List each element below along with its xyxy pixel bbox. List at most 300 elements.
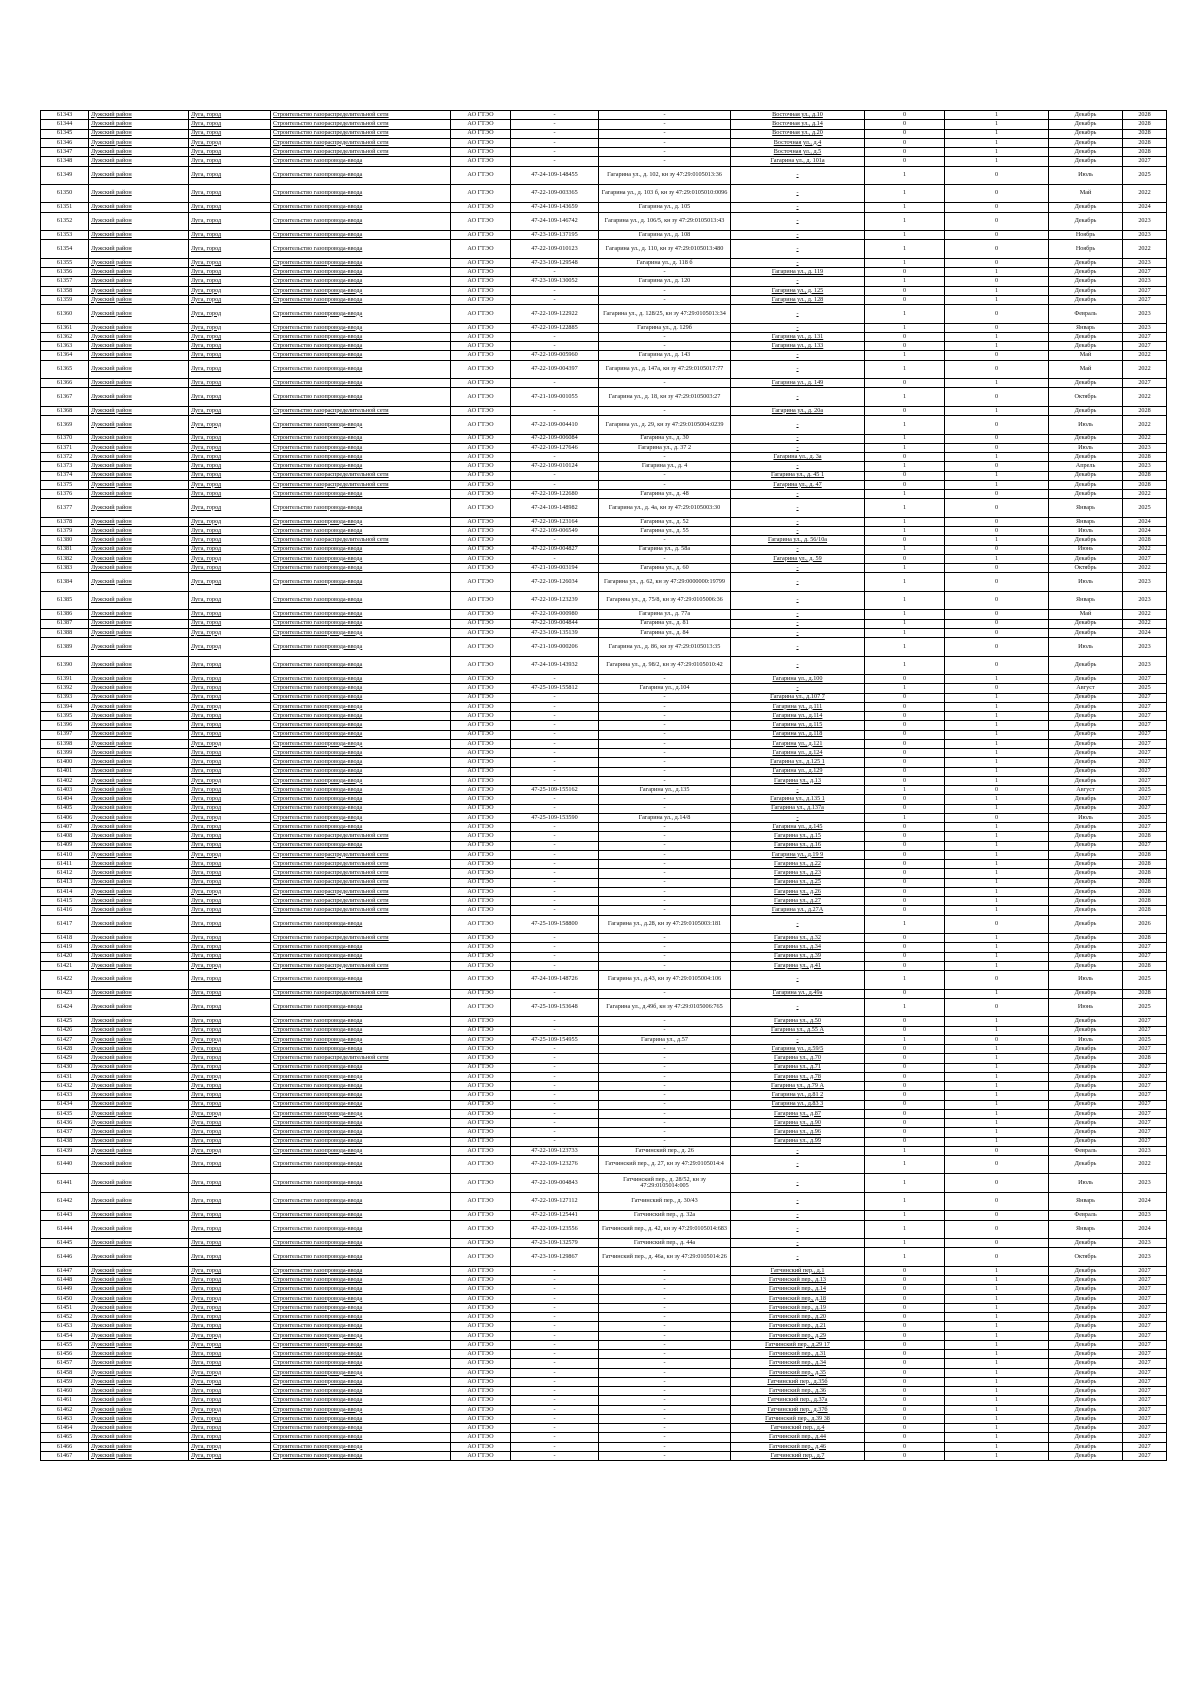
cell-month: Июль	[1049, 1174, 1123, 1192]
cell-address: Гагарина ул., д.34	[731, 943, 865, 952]
cell-address: Гагарина ул., д. 119	[731, 268, 865, 277]
cell-organization: АО ГТЭО	[451, 869, 511, 878]
table-row	[41, 443, 1167, 452]
cell-locality: Луга, город	[189, 804, 271, 813]
cell-district: Лужский район	[89, 795, 189, 804]
cell-address: -	[731, 1174, 865, 1192]
cell-organization: АО ГТЭО	[451, 388, 511, 406]
cell-month: Декабрь	[1049, 832, 1123, 841]
cell-district: Лужский район	[89, 277, 189, 286]
cell-year: 2027	[1123, 675, 1167, 684]
cell-locality: Луга, город	[189, 1072, 271, 1081]
cell-row-number: 61402	[41, 776, 89, 785]
cell-month: Июль	[1049, 416, 1123, 434]
cell-count-b: 1	[945, 554, 1049, 563]
cell-organization: АО ГТЭО	[451, 1156, 511, 1174]
cell-work-type: Строительство газопровода-ввода	[271, 998, 451, 1016]
cell-row-number: 61460	[41, 1387, 89, 1396]
cell-count-a: 0	[865, 1377, 945, 1386]
cell-count-b: 1	[945, 869, 1049, 878]
cell-count-b: 1	[945, 887, 1049, 896]
cell-row-number: 61463	[41, 1414, 89, 1423]
cell-month: Декабрь	[1049, 721, 1123, 730]
cell-work-type: Строительство газопровода-ввода	[271, 231, 451, 240]
table-row	[41, 1405, 1167, 1414]
cell-organization: АО ГТЭО	[451, 1082, 511, 1091]
cell-month: Декабрь	[1049, 148, 1123, 157]
cell-organization: АО ГТЭО	[451, 1285, 511, 1294]
table-row	[41, 1045, 1167, 1054]
cell-count-a: 0	[865, 897, 945, 906]
cell-month: Декабрь	[1049, 1396, 1123, 1405]
cell-work-type: Строительство газопровода-ввода	[271, 323, 451, 332]
cell-row-number: 61358	[41, 286, 89, 295]
cell-application-number: -	[511, 1128, 599, 1137]
cell-district: Лужский район	[89, 906, 189, 915]
cell-application-number: -	[511, 693, 599, 702]
cell-district: Лужский район	[89, 1220, 189, 1238]
cell-row-number: 61367	[41, 388, 89, 406]
cell-year: 2028	[1123, 1054, 1167, 1063]
cell-row-number: 61399	[41, 749, 89, 758]
table-row	[41, 795, 1167, 804]
cell-locality: Луга, город	[189, 1220, 271, 1238]
cell-row-number: 61455	[41, 1340, 89, 1349]
cell-address: -	[731, 360, 865, 378]
cell-district: Лужский район	[89, 527, 189, 536]
cell-locality: Луга, город	[189, 1211, 271, 1220]
cell-address: Гагарина ул., д.83 3	[731, 1100, 865, 1109]
cell-row-number: 61434	[41, 1100, 89, 1109]
cell-count-a: 1	[865, 462, 945, 471]
cell-district: Лужский район	[89, 462, 189, 471]
cell-application-number: 47-23-109-132579	[511, 1239, 599, 1248]
cell-address: -	[731, 416, 865, 434]
cell-district: Лужский район	[89, 1192, 189, 1210]
cell-address: Гагарина ул., д. 47	[731, 480, 865, 489]
cell-month: Декабрь	[1049, 628, 1123, 637]
cell-year: 2023	[1123, 1239, 1167, 1248]
cell-locality: Луга, город	[189, 305, 271, 323]
table-row	[41, 749, 1167, 758]
cell-count-a: 0	[865, 952, 945, 961]
cell-row-number: 61430	[41, 1063, 89, 1072]
cell-year: 2027	[1123, 1100, 1167, 1109]
cell-district: Лужский район	[89, 739, 189, 748]
cell-organization: АО ГТЭО	[451, 767, 511, 776]
cell-row-number: 61424	[41, 998, 89, 1016]
cell-address: -	[731, 166, 865, 184]
cell-count-a: 0	[865, 1451, 945, 1460]
cell-address-with-cadastre: Гатчинский пер., д. 42, кн зу 47:29:0105014:683	[599, 1220, 731, 1238]
cell-month: Октябрь	[1049, 564, 1123, 573]
cell-work-type: Строительство газопровода-ввода	[271, 915, 451, 933]
cell-work-type: Строительство газопровода-ввода	[271, 813, 451, 822]
cell-organization: АО ГТЭО	[451, 1211, 511, 1220]
cell-address: -	[731, 971, 865, 989]
cell-work-type: Строительство газораспределительной сети	[271, 832, 451, 841]
cell-address-with-cadastre: Гагарина ул., д.14/8	[599, 813, 731, 822]
cell-organization: АО ГТЭО	[451, 120, 511, 129]
table-row	[41, 1331, 1167, 1340]
cell-address: Гатчинский пер., д.37б	[731, 1405, 865, 1414]
cell-count-b: 1	[945, 1082, 1049, 1091]
cell-organization: АО ГТЭО	[451, 776, 511, 785]
cell-address: Гатчинский пер., д.35	[731, 1368, 865, 1377]
cell-address-with-cadastre: -	[599, 1405, 731, 1414]
cell-year: 2025	[1123, 684, 1167, 693]
cell-district: Лужский район	[89, 286, 189, 295]
cell-row-number: 61415	[41, 897, 89, 906]
cell-address: Гатчинский пер., д.18	[731, 1294, 865, 1303]
cell-row-number: 61350	[41, 184, 89, 202]
cell-row-number: 61454	[41, 1331, 89, 1340]
cell-address-with-cadastre: -	[599, 730, 731, 739]
table-row	[41, 148, 1167, 157]
cell-application-number: -	[511, 1109, 599, 1118]
cell-work-type: Строительство газопровода-ввода	[271, 1368, 451, 1377]
cell-count-a: 0	[865, 480, 945, 489]
cell-address-with-cadastre: Гагарина ул., д.135	[599, 786, 731, 795]
cell-count-b: 1	[945, 1026, 1049, 1035]
cell-year: 2023	[1123, 258, 1167, 267]
cell-count-b: 1	[945, 332, 1049, 341]
cell-address: Гагарина ул., д.78	[731, 1072, 865, 1081]
cell-address-with-cadastre: -	[599, 129, 731, 138]
cell-month: Декабрь	[1049, 767, 1123, 776]
cell-organization: АО ГТЭО	[451, 351, 511, 360]
cell-address: Гатчинский пер., д.19	[731, 1303, 865, 1312]
cell-count-b: 0	[945, 323, 1049, 332]
cell-application-number: 47-24-109-146742	[511, 212, 599, 230]
cell-application-number: -	[511, 841, 599, 850]
table-row	[41, 1100, 1167, 1109]
cell-row-number: 61385	[41, 591, 89, 609]
cell-address-with-cadastre: Гагарина ул., д. 84	[599, 628, 731, 637]
cell-row-number: 61380	[41, 536, 89, 545]
cell-address-with-cadastre: -	[599, 1091, 731, 1100]
cell-month: Декабрь	[1049, 1045, 1123, 1054]
table-row	[41, 915, 1167, 933]
cell-row-number: 61347	[41, 148, 89, 157]
cell-count-b: 1	[945, 952, 1049, 961]
cell-work-type: Строительство газораспределительной сети	[271, 934, 451, 943]
cell-district: Лужский район	[89, 1174, 189, 1192]
table-row	[41, 702, 1167, 711]
cell-address: Гагарина ул., д.50	[731, 1017, 865, 1026]
cell-organization: АО ГТЭО	[451, 850, 511, 859]
cell-district: Лужский район	[89, 342, 189, 351]
cell-address: Гагарина ул., д.135 1	[731, 795, 865, 804]
table-row	[41, 693, 1167, 702]
cell-work-type: Строительство газопровода-ввода	[271, 1174, 451, 1192]
cell-district: Лужский район	[89, 1137, 189, 1146]
cell-work-type: Строительство газопровода-ввода	[271, 721, 451, 730]
cell-district: Лужский район	[89, 138, 189, 147]
cell-address-with-cadastre: -	[599, 1433, 731, 1442]
cell-organization: АО ГТЭО	[451, 739, 511, 748]
cell-year: 2027	[1123, 1442, 1167, 1451]
cell-district: Лужский район	[89, 166, 189, 184]
cell-application-number: -	[511, 1017, 599, 1026]
cell-locality: Луга, город	[189, 1248, 271, 1266]
cell-address: -	[731, 517, 865, 526]
cell-locality: Луга, город	[189, 1424, 271, 1433]
cell-year: 2022	[1123, 434, 1167, 443]
cell-district: Лужский район	[89, 490, 189, 499]
cell-address-with-cadastre: -	[599, 1128, 731, 1137]
cell-address-with-cadastre: -	[599, 379, 731, 388]
cell-month: Декабрь	[1049, 887, 1123, 896]
cell-month: Декабрь	[1049, 739, 1123, 748]
cell-year: 2028	[1123, 832, 1167, 841]
cell-year: 2023	[1123, 443, 1167, 452]
cell-count-a: 1	[865, 1192, 945, 1210]
table-row	[41, 1109, 1167, 1118]
cell-month: Декабрь	[1049, 1359, 1123, 1368]
cell-month: Май	[1049, 184, 1123, 202]
table-row	[41, 712, 1167, 721]
cell-district: Лужский район	[89, 129, 189, 138]
cell-row-number: 61413	[41, 878, 89, 887]
cell-count-a: 0	[865, 1137, 945, 1146]
table-row	[41, 1220, 1167, 1238]
cell-year: 2023	[1123, 591, 1167, 609]
cell-application-number: -	[511, 1063, 599, 1072]
cell-organization: АО ГТЭО	[451, 693, 511, 702]
data-table	[40, 110, 1167, 1461]
cell-organization: АО ГТЭО	[451, 998, 511, 1016]
cell-work-type: Строительство газопровода-ввода	[271, 1248, 451, 1266]
table-row	[41, 416, 1167, 434]
cell-count-b: 1	[945, 1100, 1049, 1109]
cell-row-number: 61360	[41, 305, 89, 323]
cell-month: Январь	[1049, 1220, 1123, 1238]
cell-work-type: Строительство газопровода-ввода	[271, 1035, 451, 1044]
cell-organization: АО ГТЭО	[451, 258, 511, 267]
cell-month: Декабрь	[1049, 675, 1123, 684]
cell-locality: Луга, город	[189, 1285, 271, 1294]
cell-count-a: 0	[865, 961, 945, 970]
cell-year: 2028	[1123, 129, 1167, 138]
cell-work-type: Строительство газопровода-ввода	[271, 258, 451, 267]
cell-year: 2028	[1123, 120, 1167, 129]
cell-district: Лужский район	[89, 1156, 189, 1174]
cell-organization: АО ГТЭО	[451, 277, 511, 286]
cell-locality: Луга, город	[189, 490, 271, 499]
cell-count-a: 0	[865, 120, 945, 129]
cell-year: 2027	[1123, 1451, 1167, 1460]
cell-organization: АО ГТЭО	[451, 1266, 511, 1275]
cell-work-type: Строительство газораспределительной сети	[271, 887, 451, 896]
cell-district: Лужский район	[89, 915, 189, 933]
cell-count-b: 0	[945, 656, 1049, 674]
cell-year: 2027	[1123, 1350, 1167, 1359]
cell-count-a: 0	[865, 1303, 945, 1312]
cell-locality: Луга, город	[189, 887, 271, 896]
cell-count-b: 1	[945, 1433, 1049, 1442]
cell-month: Декабрь	[1049, 490, 1123, 499]
table-row	[41, 157, 1167, 166]
cell-count-b: 0	[945, 915, 1049, 933]
cell-application-number: -	[511, 1303, 599, 1312]
cell-application-number: -	[511, 1414, 599, 1423]
cell-district: Лужский район	[89, 823, 189, 832]
cell-organization: АО ГТЭО	[451, 499, 511, 517]
table-row	[41, 1146, 1167, 1155]
cell-address: -	[731, 351, 865, 360]
cell-address: -	[731, 1239, 865, 1248]
cell-month: Декабрь	[1049, 480, 1123, 489]
cell-year: 2027	[1123, 379, 1167, 388]
cell-organization: АО ГТЭО	[451, 360, 511, 378]
table-row	[41, 1433, 1167, 1442]
cell-address-with-cadastre: -	[599, 332, 731, 341]
cell-count-b: 1	[945, 1442, 1049, 1451]
cell-count-b: 1	[945, 453, 1049, 462]
cell-year: 2027	[1123, 1433, 1167, 1442]
cell-row-number: 61361	[41, 323, 89, 332]
cell-address-with-cadastre: -	[599, 286, 731, 295]
cell-count-a: 0	[865, 1100, 945, 1109]
cell-count-b: 0	[945, 443, 1049, 452]
cell-count-a: 0	[865, 1109, 945, 1118]
table-row	[41, 536, 1167, 545]
cell-month: Февраль	[1049, 305, 1123, 323]
cell-month: Декабрь	[1049, 897, 1123, 906]
cell-organization: АО ГТЭО	[451, 758, 511, 767]
table-row	[41, 545, 1167, 554]
cell-organization: АО ГТЭО	[451, 1322, 511, 1331]
cell-count-a: 1	[865, 203, 945, 212]
table-row	[41, 286, 1167, 295]
table-row	[41, 897, 1167, 906]
cell-application-number: -	[511, 1442, 599, 1451]
cell-organization: АО ГТЭО	[451, 943, 511, 952]
cell-year: 2028	[1123, 406, 1167, 415]
cell-application-number: 47-24-109-143659	[511, 203, 599, 212]
cell-district: Лужский район	[89, 934, 189, 943]
cell-year: 2028	[1123, 989, 1167, 998]
cell-row-number: 61437	[41, 1128, 89, 1137]
table-row	[41, 786, 1167, 795]
cell-count-a: 0	[865, 286, 945, 295]
cell-year: 2027	[1123, 795, 1167, 804]
cell-row-number: 61426	[41, 1026, 89, 1035]
cell-year: 2024	[1123, 1192, 1167, 1210]
cell-month: Декабрь	[1049, 1239, 1123, 1248]
cell-application-number: 47-22-109-004843	[511, 1174, 599, 1192]
cell-row-number: 61382	[41, 554, 89, 563]
cell-organization: АО ГТЭО	[451, 897, 511, 906]
cell-locality: Луга, город	[189, 1405, 271, 1414]
cell-row-number: 61355	[41, 258, 89, 267]
cell-organization: АО ГТЭО	[451, 1072, 511, 1081]
cell-application-number: -	[511, 1119, 599, 1128]
cell-count-b: 0	[945, 610, 1049, 619]
cell-application-number: 47-25-109-153590	[511, 813, 599, 822]
cell-application-number: -	[511, 1072, 599, 1081]
cell-year: 2027	[1123, 943, 1167, 952]
cell-count-a: 1	[865, 564, 945, 573]
cell-row-number: 61440	[41, 1156, 89, 1174]
cell-locality: Луга, город	[189, 739, 271, 748]
cell-count-b: 0	[945, 277, 1049, 286]
cell-count-a: 1	[865, 813, 945, 822]
cell-district: Лужский район	[89, 841, 189, 850]
cell-address-with-cadastre: Гагарина ул., д. 118 б	[599, 258, 731, 267]
cell-locality: Луга, город	[189, 1128, 271, 1137]
cell-district: Лужский район	[89, 148, 189, 157]
cell-count-a: 0	[865, 1072, 945, 1081]
cell-count-b: 1	[945, 1414, 1049, 1423]
cell-count-a: 1	[865, 628, 945, 637]
cell-count-b: 1	[945, 1368, 1049, 1377]
cell-work-type: Строительство газопровода-ввода	[271, 1156, 451, 1174]
cell-locality: Луга, город	[189, 998, 271, 1016]
cell-district: Лужский район	[89, 1035, 189, 1044]
cell-count-b: 0	[945, 527, 1049, 536]
cell-locality: Луга, город	[189, 184, 271, 202]
cell-work-type: Строительство газопровода-ввода	[271, 453, 451, 462]
cell-work-type: Строительство газопровода-ввода	[271, 434, 451, 443]
cell-count-a: 0	[865, 776, 945, 785]
cell-address: Гатчинский пер., д.39 38	[731, 1414, 865, 1423]
cell-month: Декабрь	[1049, 1414, 1123, 1423]
cell-year: 2027	[1123, 721, 1167, 730]
cell-work-type: Строительство газопровода-ввода	[271, 212, 451, 230]
cell-work-type: Строительство газораспределительной сети	[271, 120, 451, 129]
cell-count-a: 1	[865, 786, 945, 795]
cell-count-a: 0	[865, 675, 945, 684]
cell-district: Лужский район	[89, 1045, 189, 1054]
cell-locality: Луга, город	[189, 721, 271, 730]
cell-work-type: Строительство газопровода-ввода	[271, 767, 451, 776]
cell-locality: Луга, город	[189, 628, 271, 637]
cell-row-number: 61438	[41, 1137, 89, 1146]
cell-district: Лужский район	[89, 1285, 189, 1294]
cell-application-number: -	[511, 157, 599, 166]
cell-month: Январь	[1049, 591, 1123, 609]
cell-address-with-cadastre: Гагарина ул., д. 30	[599, 434, 731, 443]
cell-month: Декабрь	[1049, 656, 1123, 674]
table-row	[41, 1396, 1167, 1405]
cell-count-b: 0	[945, 517, 1049, 526]
cell-work-type: Строительство газопровода-ввода	[271, 527, 451, 536]
cell-address-with-cadastre: Гагарина ул., д. 98/2, кн зу 47:29:0105010:42	[599, 656, 731, 674]
cell-month: Декабрь	[1049, 1082, 1123, 1091]
cell-year: 2027	[1123, 1377, 1167, 1386]
cell-year: 2027	[1123, 157, 1167, 166]
cell-district: Лужский район	[89, 638, 189, 656]
cell-work-type: Строительство газопровода-ввода	[271, 628, 451, 637]
cell-count-a: 0	[865, 850, 945, 859]
cell-address-with-cadastre: Гатчинский пер., д. 32а	[599, 1211, 731, 1220]
cell-locality: Луга, город	[189, 1017, 271, 1026]
cell-work-type: Строительство газопровода-ввода	[271, 702, 451, 711]
table-row	[41, 1266, 1167, 1275]
table-row	[41, 1294, 1167, 1303]
cell-organization: АО ГТЭО	[451, 1100, 511, 1109]
cell-address: Гагарина ул., д. 131	[731, 332, 865, 341]
cell-address: Гагарина ул., д. 101а	[731, 157, 865, 166]
cell-year: 2027	[1123, 1082, 1167, 1091]
cell-address-with-cadastre: Гагарина ул., д. 55	[599, 527, 731, 536]
cell-month: Декабрь	[1049, 1331, 1123, 1340]
cell-address-with-cadastre: -	[599, 148, 731, 157]
cell-count-a: 0	[865, 906, 945, 915]
cell-district: Лужский район	[89, 1322, 189, 1331]
